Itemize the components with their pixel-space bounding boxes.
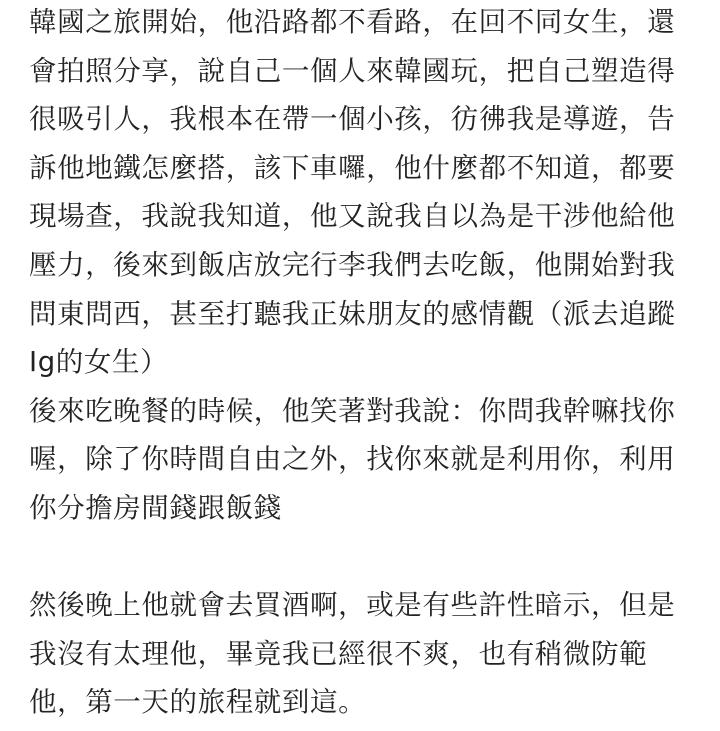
text-line: 他，第一天的旅程就到這。 bbox=[29, 686, 367, 719]
text-line: Ig的女生） bbox=[29, 346, 169, 379]
text-line: 訴他地鐵怎麼搭，該下車囉，他什麼都不知道，都要 bbox=[29, 151, 676, 184]
text-line: 很吸引人，我根本在帶一個小孩，彷彿我是導遊，告 bbox=[29, 103, 676, 136]
text-line: 韓國之旅開始，他沿路都不看路，在回不同女生，還 bbox=[29, 6, 676, 38]
text-line: 我沒有太理他，畢竟我已經很不爽，也有稍微防範 bbox=[29, 637, 648, 670]
text-line: 壓力，後來到飯店放完行李我們去吃飯，他開始對我 bbox=[29, 248, 676, 281]
text-line: 現場查，我說我知道，他又說我自以為是干涉他給他 bbox=[29, 200, 676, 233]
text-line: 你分擔房間錢跟飯錢 bbox=[29, 491, 282, 524]
text-line: 後來吃晚餐的時候，他笑著對我說：你問我幹嘛找你 bbox=[29, 394, 676, 427]
blank-line bbox=[29, 533, 720, 582]
text-line: 然後晚上他就會去買酒啊，或是有些許性暗示，但是 bbox=[29, 589, 676, 622]
text-line: 會拍照分享，說自己一個人來韓國玩，把自己塑造得 bbox=[29, 54, 676, 87]
text-line: 喔，除了你時間自由之外，找你來就是利用你，利用 bbox=[29, 443, 676, 476]
text-line: 問東問西，甚至打聽我正妹朋友的感情觀（派去追蹤 bbox=[29, 297, 676, 330]
